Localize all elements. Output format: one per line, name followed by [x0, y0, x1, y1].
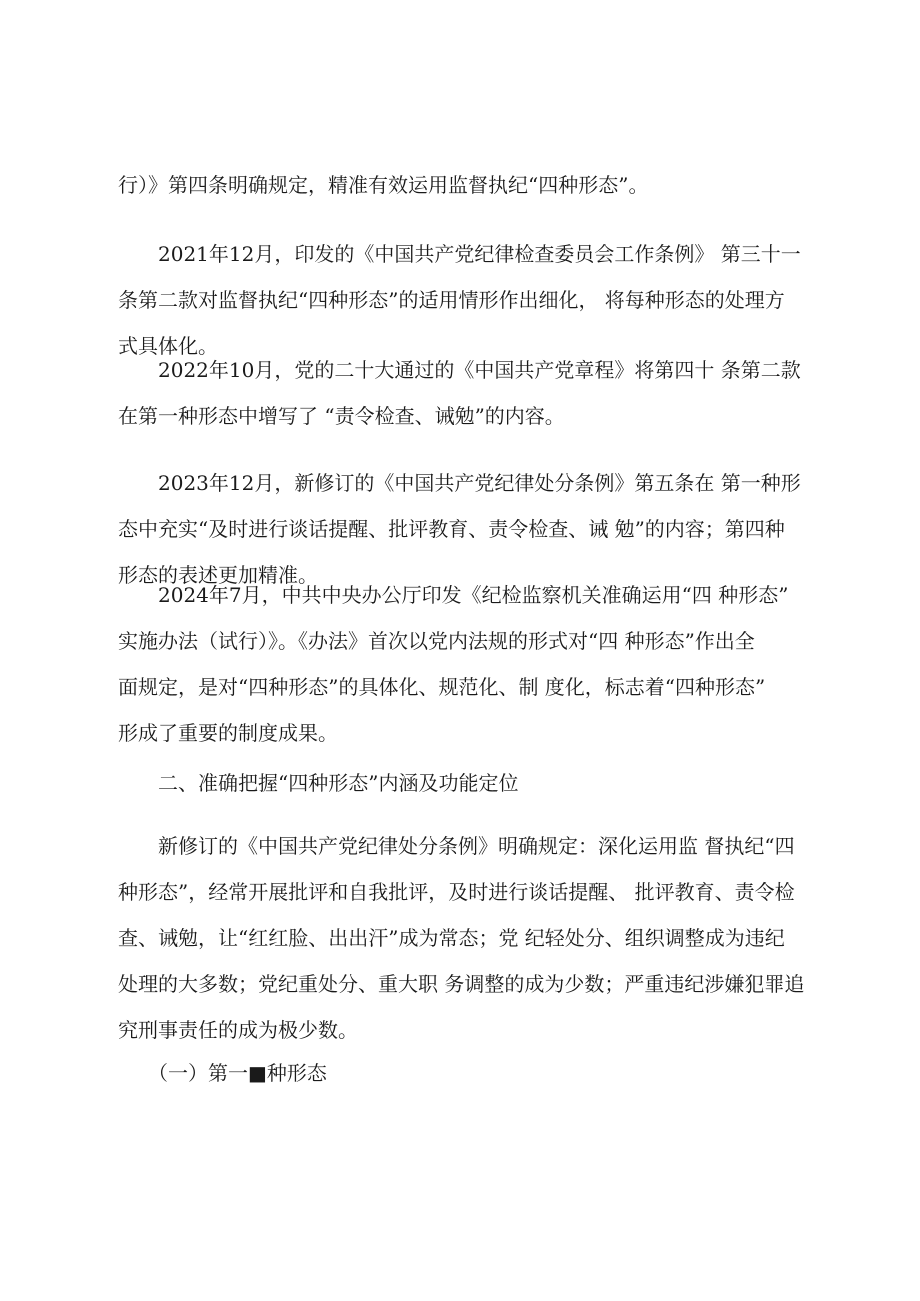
text-line: 究刑事责任的成为极少数。: [118, 1018, 358, 1042]
text-line: 2021年12月，印发的《中国共产党纪律检查委员会工作条例》 第三十一: [118, 242, 801, 266]
text-line: 式具体化。: [118, 334, 218, 358]
text-line: 面规定，是对“四种形态”的具体化、规范化、制 度化，标志着“四种形态”: [118, 675, 766, 699]
text-line: 种形态”，经常开展批评和自我批评，及时进行谈话提醒、 批评教育、责令检: [118, 880, 795, 904]
paragraph-intro-fragment: [118, 162, 818, 208]
text-line: 形成了重要的制度成果。: [118, 721, 338, 745]
paragraph-2024: [118, 572, 818, 756]
text-line: 行）》第四条明确规定，精准有效运用监督执纪“四种形态”。: [118, 173, 649, 197]
heading-line: 二、准确把握“四种形态”内涵及功能定位: [118, 771, 519, 795]
text-line: 2024年7月，中共中央办公厅印发《纪检监察机关准确运用“四 种形态”: [118, 583, 789, 607]
paragraph-2022: [118, 347, 818, 439]
text-line: 处理的大多数；党纪重处分、重大职 务调整的成为少数；严重违纪涉嫌犯罪追: [118, 972, 805, 996]
text-line: 2023年12月，新修订的《中国共产党纪律处分条例》第五条在 第一种形: [118, 471, 801, 495]
text-line: 实施办法（试行）》。《办法》首次以党内法规的形式对“四 种形态”作出全: [118, 629, 755, 653]
text-line: 在第一种形态中增写了 “责令检查、诫勉”的内容。: [118, 404, 565, 428]
text-line: 条第二款对监督执纪“四种形态”的适用情形作出细化， 将每种形态的处理方: [118, 288, 785, 312]
subsection-heading-1: [118, 1050, 818, 1096]
section-heading-2: [118, 760, 818, 806]
text-line: 新修订的《中国共产党纪律处分条例》明确规定：深化运用监 督执纪“四: [118, 834, 795, 858]
heading-line: （一）第一■种形态: [118, 1061, 327, 1085]
text-line: 形态的表述更加精准。: [118, 563, 318, 587]
text-line: 查、诫勉，让“红红脸、出出汗”成为常态；党 纪轻处分、组织调整成为违纪: [118, 926, 785, 950]
text-line: 态中充实“及时进行谈话提醒、批评教育、责令检查、诫 勉”的内容；第四种: [118, 517, 785, 541]
text-line: 2022年10月，党的二十大通过的《中国共产党章程》将第四十 条第二款: [118, 358, 801, 382]
paragraph-regulation: [118, 823, 818, 1053]
